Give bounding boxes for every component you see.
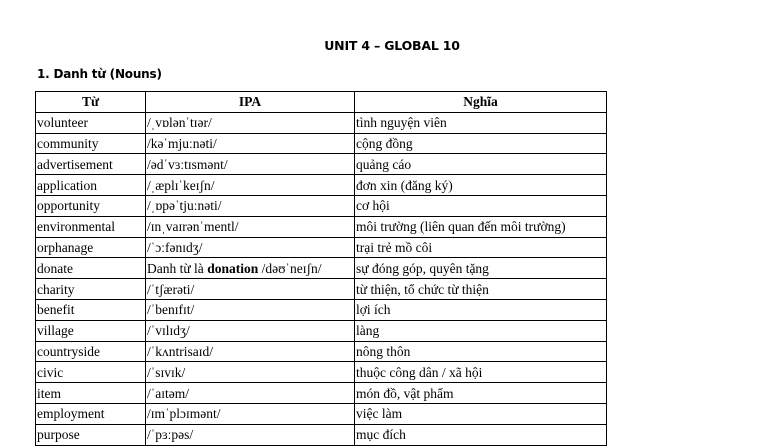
word-cell: advertisement (36, 154, 146, 175)
vocabulary-table (35, 91, 607, 446)
ipa-cell: /kəˈmjuːnəti/ (146, 133, 355, 154)
table-row (36, 258, 607, 279)
meaning-cell: thuộc công dân / xã hội (355, 362, 607, 383)
meaning-cell: môi trường (liên quan đến môi trường) (355, 216, 607, 237)
section-heading: 1. Danh từ (Nouns) (37, 67, 162, 81)
table-header-row (36, 92, 607, 113)
column-header-ipa: IPA (146, 92, 355, 113)
table-row (36, 424, 607, 445)
column-header-word: Từ (36, 92, 146, 113)
meaning-cell: trại trẻ mồ côi (355, 237, 607, 258)
table-row (36, 195, 607, 216)
word-cell: employment (36, 403, 146, 424)
table-row (36, 383, 607, 404)
word-cell: community (36, 133, 146, 154)
ipa-cell: /ˌæplɪˈkeɪʃn/ (146, 175, 355, 196)
table-row (36, 154, 607, 175)
word-cell: charity (36, 279, 146, 300)
ipa-cell: /ˈɔːfənɪdʒ/ (146, 237, 355, 258)
ipa-cell: /ˈkʌntrisaɪd/ (146, 341, 355, 362)
table-row (36, 362, 607, 383)
meaning-cell: món đồ, vật phẩm (355, 383, 607, 404)
meaning-cell: cộng đồng (355, 133, 607, 154)
word-cell: application (36, 175, 146, 196)
word-cell: civic (36, 362, 146, 383)
meaning-cell: sự đóng góp, quyên tặng (355, 258, 607, 279)
ipa-cell: /ˈpɜːpəs/ (146, 424, 355, 445)
word-cell: village (36, 320, 146, 341)
ipa-bold-word: donation (207, 260, 259, 276)
ipa-prefix: Danh từ là (147, 260, 208, 276)
word-cell: item (36, 383, 146, 404)
ipa-cell: /ˌvɒlənˈtɪər/ (146, 112, 355, 133)
ipa-cell: /ɪmˈplɔɪmənt/ (146, 403, 355, 424)
meaning-cell: cơ hội (355, 195, 607, 216)
table-row (36, 133, 607, 154)
ipa-cell: /ˈaɪtəm/ (146, 383, 355, 404)
meaning-cell: mục đích (355, 424, 607, 445)
ipa-cell: /ˈsɪvɪk/ (146, 362, 355, 383)
ipa-cell: /ˈvɪlɪdʒ/ (146, 320, 355, 341)
ipa-suffix: /dəʊˈneɪʃn/ (258, 260, 322, 276)
ipa-cell: /ˈbenɪfɪt/ (146, 299, 355, 320)
table-row (36, 216, 607, 237)
meaning-cell: đơn xin (đăng ký) (355, 175, 607, 196)
table-row (36, 299, 607, 320)
word-cell: opportunity (36, 195, 146, 216)
word-cell: benefit (36, 299, 146, 320)
table-row (36, 237, 607, 258)
table-row (36, 320, 607, 341)
meaning-cell: tình nguyện viên (355, 112, 607, 133)
table-row (36, 403, 607, 424)
meaning-cell: việc làm (355, 403, 607, 424)
ipa-cell: /ˌɒpəˈtjuːnəti/ (146, 195, 355, 216)
word-cell: environmental (36, 216, 146, 237)
word-cell: countryside (36, 341, 146, 362)
meaning-cell: làng (355, 320, 607, 341)
table-row (36, 279, 607, 300)
document-title: UNIT 4 – GLOBAL 10 (324, 38, 460, 53)
table-row (36, 341, 607, 362)
word-cell: donate (36, 258, 146, 279)
word-cell: orphanage (36, 237, 146, 258)
ipa-cell: /ˈtʃærəti/ (146, 279, 355, 300)
table-row (36, 112, 607, 133)
meaning-cell: từ thiện, tổ chức từ thiện (355, 279, 607, 300)
meaning-cell: quảng cáo (355, 154, 607, 175)
word-cell: volunteer (36, 112, 146, 133)
ipa-cell: /ədˈvɜːtɪsmənt/ (146, 154, 355, 175)
ipa-cell: /ɪnˌvaɪrənˈmentl/ (146, 216, 355, 237)
ipa-cell (146, 258, 355, 279)
meaning-cell: nông thôn (355, 341, 607, 362)
column-header-meaning: Nghĩa (355, 92, 607, 113)
table-row (36, 175, 607, 196)
meaning-cell: lợi ích (355, 299, 607, 320)
word-cell: purpose (36, 424, 146, 445)
